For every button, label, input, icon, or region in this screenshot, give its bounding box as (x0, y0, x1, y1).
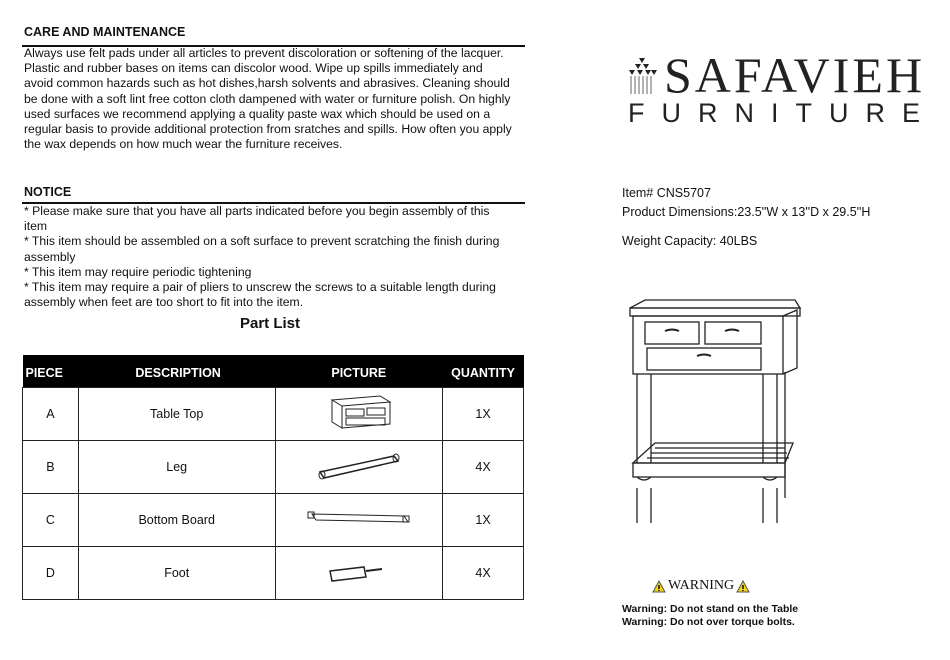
weight-capacity: Weight Capacity: 40LBS (622, 234, 758, 248)
table-row: A Table Top 1X (23, 387, 524, 440)
care-text: Always use felt pads under all articles to prevent discoloration or softening of the lacquer. Plastic and rubber bases on items can discolor wood. Wipe up spills immediately and avoid common hazards such as hot dishes,harsh solvents and abrasives. Cleaning should be done with a soft lint free cotton cloth dampened with water or furniture polish. On highly used surfaces we recommend applying a quality paste wax which should be used on a regular basis to provide additional protection from sratches and spills. How often you apply the wax depends on how much wear the furniture receives. (24, 46, 512, 152)
console-table-illustration (625, 298, 805, 528)
product-dimensions: Product Dimensions:23.5''W x 13''D x 29.5''H (622, 205, 871, 219)
bottom-board-picture (275, 493, 443, 546)
warning-text: Warning: Do not stand on the Table Warning: Do not over torque bolts. (622, 603, 799, 628)
table-header: PIECE DESCRIPTION PICTURE QUANTITY (23, 355, 524, 387)
warning-icon (652, 580, 666, 593)
warning-banner: WARNING (652, 578, 750, 594)
foot-picture (275, 546, 443, 599)
part-list-table (22, 355, 524, 600)
leg-picture (275, 440, 443, 493)
notice-heading: NOTICE (24, 185, 72, 199)
item-number: Item# CNS5707 (622, 186, 711, 200)
care-heading: CARE AND MAINTENANCE (24, 25, 186, 39)
logo-mark-icon (626, 58, 658, 96)
part-list-title: Part List (240, 315, 301, 332)
table-row: C Bottom Board 1X (23, 493, 524, 546)
table-row: B Leg 4X (23, 440, 524, 493)
warning-icon (736, 580, 750, 593)
table-row: D Foot 4X (23, 546, 524, 599)
table-top-picture (275, 387, 443, 440)
notice-text: * Please make sure that you have all parts indicated before you begin assembly of this item * This item should be assembled on a soft surface to prevent scratching the finish during assembly * This item may require periodic tightening * This item may require a pair of pliers to unscrew the screws to a suitable length during assembly when feet are too short to fit into the item. (24, 204, 500, 310)
